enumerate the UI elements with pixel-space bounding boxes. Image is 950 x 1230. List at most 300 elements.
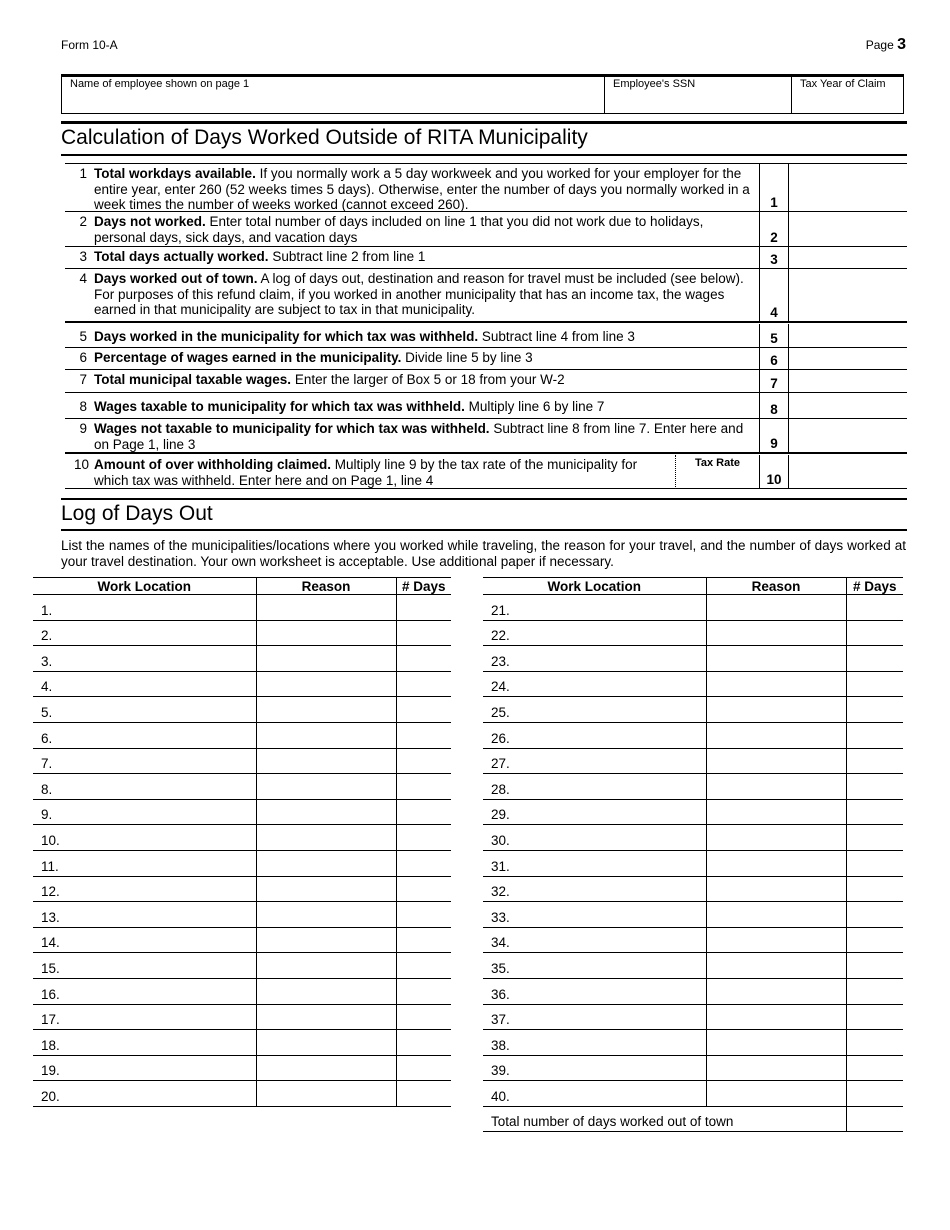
line-description: Subtract line 4 from line 3: [478, 329, 635, 344]
line-5-amount-field[interactable]: [789, 324, 907, 347]
days-cell[interactable]: [846, 953, 903, 979]
work-location-cell[interactable]: [33, 1004, 256, 1030]
work-location-cell[interactable]: [483, 595, 706, 621]
log-rule-top: [61, 498, 907, 500]
reason-cell[interactable]: [256, 722, 396, 748]
line-text: [94, 249, 754, 265]
row-number: 23.: [491, 653, 510, 669]
log-row: [483, 748, 903, 774]
line-bold-text: Percentage of wages earned in the municipality.: [94, 350, 402, 365]
log-row: [483, 697, 903, 723]
log-row: [483, 876, 903, 902]
line-8-amount-field[interactable]: [789, 393, 907, 418]
box-number: 10: [766, 471, 782, 487]
work-location-cell[interactable]: [33, 927, 256, 953]
line-description: If you normally work a 5 day workweek and you worked for your employer for the entire year, enter 260 (52 weeks times 5 days). Otherwise, enter the number of days you normally worked in a week times the number of weeks worked (cannot exceed 260).: [94, 166, 750, 212]
reason-cell[interactable]: [706, 620, 846, 646]
line-box-label: [759, 419, 789, 453]
row-number: 12.: [41, 884, 60, 900]
row-number: 21.: [491, 602, 510, 618]
reason-cell[interactable]: [256, 978, 396, 1004]
work-location-cell[interactable]: [483, 620, 706, 646]
work-location-cell[interactable]: [483, 774, 706, 800]
reason-cell[interactable]: [256, 876, 396, 902]
days-cell[interactable]: [396, 1004, 451, 1030]
row-number: 25.: [491, 704, 510, 720]
line-text: [94, 399, 754, 415]
calc-line: [65, 324, 907, 348]
work-location-cell[interactable]: [483, 927, 706, 953]
line-6-amount-field[interactable]: [789, 348, 907, 369]
work-location-cell[interactable]: [33, 978, 256, 1004]
row-number: 9.: [41, 807, 53, 823]
line-number: 10: [73, 457, 89, 472]
line-bold-text: Total workdays available.: [94, 166, 256, 181]
days-cell[interactable]: [396, 953, 451, 979]
line-description: Subtract line 8 from line 7. Enter here and on Page 1, line 3: [94, 421, 744, 452]
line-3-amount-field[interactable]: [789, 247, 907, 268]
row-number: 31.: [491, 858, 510, 874]
row-number: 36.: [491, 986, 510, 1002]
line-9-amount-field[interactable]: [789, 419, 907, 452]
log-row: [33, 1055, 451, 1081]
log-row: [33, 799, 451, 825]
days-cell[interactable]: [846, 850, 903, 876]
row-number: 28.: [491, 781, 510, 797]
box-number: 2: [770, 229, 778, 245]
days-cell[interactable]: [846, 978, 903, 1004]
reason-cell[interactable]: [706, 902, 846, 928]
work-location-cell[interactable]: [483, 748, 706, 774]
line-number: 4: [79, 271, 87, 286]
days-cell[interactable]: [846, 697, 903, 723]
log-title: Log of Days Out: [61, 502, 213, 525]
work-location-cell[interactable]: [483, 722, 706, 748]
row-number: 27.: [491, 756, 510, 772]
calc-line: [65, 455, 907, 489]
log-row: [483, 1081, 903, 1107]
days-cell[interactable]: [396, 876, 451, 902]
line-text: [94, 372, 754, 388]
row-number: 4.: [41, 679, 53, 695]
days-cell[interactable]: [846, 671, 903, 697]
log-row: [483, 646, 903, 672]
log-row: [483, 774, 903, 800]
calc-line: [65, 269, 907, 323]
line-number: 8: [79, 399, 87, 414]
log-row: [483, 799, 903, 825]
calc-line: [65, 370, 907, 393]
row-number: 18.: [41, 1037, 60, 1053]
row-number: 22.: [491, 628, 510, 644]
work-location-cell[interactable]: [33, 671, 256, 697]
employee-name-field[interactable]: [62, 77, 605, 113]
reason-cell[interactable]: [256, 1081, 396, 1107]
log-row: [33, 927, 451, 953]
work-location-cell[interactable]: [483, 978, 706, 1004]
log-row: [483, 902, 903, 928]
employee-name-label: Name of employee shown on page 1: [70, 78, 250, 90]
days-cell[interactable]: [396, 1030, 451, 1056]
reason-cell[interactable]: [706, 774, 846, 800]
line-bold-text: Total days actually worked.: [94, 249, 269, 264]
reason-cell[interactable]: [256, 774, 396, 800]
line-number: 3: [79, 249, 87, 264]
reason-cell[interactable]: [256, 671, 396, 697]
box-number: 7: [770, 375, 778, 391]
tax-year-field[interactable]: [792, 77, 903, 113]
line-bold-text: Wages taxable to municipality for which tax was withheld.: [94, 399, 465, 414]
days-cell[interactable]: [396, 1081, 451, 1107]
row-number: 2.: [41, 628, 53, 644]
work-location-cell[interactable]: [33, 1081, 256, 1107]
log-row: [483, 850, 903, 876]
line-bold-text: Total municipal taxable wages.: [94, 372, 292, 387]
calc-line: [65, 348, 907, 370]
line-number: 6: [79, 350, 87, 365]
reason-cell[interactable]: [706, 671, 846, 697]
line-number: 7: [79, 372, 87, 387]
work-location-cell[interactable]: [483, 1004, 706, 1030]
column-header: Work Location: [33, 578, 256, 595]
line-text: [94, 271, 754, 318]
work-location-cell[interactable]: [483, 825, 706, 851]
work-location-cell[interactable]: [33, 876, 256, 902]
log-row: [483, 1004, 903, 1030]
calc-line: [65, 247, 907, 269]
row-number: 37.: [491, 1012, 510, 1028]
reason-cell[interactable]: [256, 799, 396, 825]
line-description: Enter total number of days included on line 1 that you did not work due to holidays, personal days, sick days, and vacation days: [94, 214, 704, 245]
log-row: [483, 1030, 903, 1056]
log-row: [33, 850, 451, 876]
reason-cell[interactable]: [256, 927, 396, 953]
row-number: 17.: [41, 1012, 60, 1028]
box-number: 5: [770, 330, 778, 346]
days-cell[interactable]: [396, 595, 451, 621]
log-row: [33, 671, 451, 697]
log-row: [483, 595, 903, 621]
line-text: [94, 350, 754, 366]
box-number: 9: [770, 435, 778, 451]
work-location-cell[interactable]: [33, 748, 256, 774]
row-number: 24.: [491, 679, 510, 695]
row-number: 11.: [41, 858, 59, 874]
reason-cell[interactable]: [256, 850, 396, 876]
tax-rate-label: Tax Rate: [694, 457, 741, 469]
log-table-left: [33, 577, 451, 1107]
line-7-amount-field[interactable]: [789, 370, 907, 392]
work-location-cell[interactable]: [33, 902, 256, 928]
work-location-cell[interactable]: [483, 1081, 706, 1107]
days-cell[interactable]: [396, 825, 451, 851]
line-number: 1: [79, 166, 87, 181]
reason-cell[interactable]: [706, 697, 846, 723]
work-location-cell[interactable]: [33, 850, 256, 876]
reason-cell[interactable]: [706, 1030, 846, 1056]
log-instructions: List the names of the municipalities/locations where you worked while traveling, the reason for your travel, and the number of days worked at your travel destination. Your own worksheet is acceptable. Use additional paper if necessary.: [61, 538, 906, 569]
reason-cell[interactable]: [256, 646, 396, 672]
row-number: 34.: [491, 935, 510, 951]
row-number: 7.: [41, 756, 53, 772]
row-number: 33.: [491, 909, 510, 925]
log-row: [33, 876, 451, 902]
line-description: Divide line 5 by line 3: [401, 350, 533, 365]
days-cell[interactable]: [846, 927, 903, 953]
row-number: 19.: [41, 1063, 60, 1079]
calc-line: [65, 164, 907, 212]
work-location-cell[interactable]: [483, 1030, 706, 1056]
work-location-cell[interactable]: [33, 1055, 256, 1081]
line-4-amount-field[interactable]: [789, 269, 907, 321]
log-rule-bottom: [61, 529, 907, 531]
days-cell[interactable]: [846, 1030, 903, 1056]
log-row: [33, 774, 451, 800]
line-bold-text: Days not worked.: [94, 214, 206, 229]
line-box-label: [759, 212, 789, 247]
reason-cell[interactable]: [706, 876, 846, 902]
work-location-cell[interactable]: [483, 646, 706, 672]
days-cell[interactable]: [396, 902, 451, 928]
days-cell[interactable]: [846, 722, 903, 748]
log-row: [483, 825, 903, 851]
work-location-cell[interactable]: [33, 825, 256, 851]
log-row: [33, 697, 451, 723]
work-location-cell[interactable]: [483, 799, 706, 825]
row-number: 3.: [41, 653, 53, 669]
page-indicator: [866, 36, 906, 54]
line-description: Enter the larger of Box 5 or 18 from your W-2: [291, 372, 565, 387]
line-box-label: [759, 247, 789, 269]
column-header: # Days: [846, 578, 903, 595]
line-2-amount-field[interactable]: [789, 212, 907, 246]
work-location-cell[interactable]: [33, 595, 256, 621]
line-text: [94, 457, 669, 488]
line-text: [94, 214, 754, 245]
page-number: 3: [897, 36, 906, 53]
days-cell[interactable]: [396, 1055, 451, 1081]
work-location-cell[interactable]: [483, 671, 706, 697]
line-box-label: [759, 164, 789, 212]
employee-ssn-label: Employee's SSN: [613, 78, 696, 90]
days-cell[interactable]: [846, 799, 903, 825]
reason-cell[interactable]: [256, 1055, 396, 1081]
log-row: [33, 722, 451, 748]
work-location-cell[interactable]: [483, 1055, 706, 1081]
log-row: [33, 902, 451, 928]
reason-cell[interactable]: [256, 1030, 396, 1056]
line-box-label: [759, 393, 789, 419]
calc-line: [65, 212, 907, 247]
log-table-right: [483, 577, 903, 1132]
line-box-label: [759, 370, 789, 393]
days-cell[interactable]: [396, 978, 451, 1004]
line-box-label: [759, 455, 789, 489]
row-number: 20.: [41, 1088, 60, 1104]
work-location-cell[interactable]: [483, 902, 706, 928]
line-text: [94, 166, 754, 213]
work-location-cell[interactable]: [33, 1030, 256, 1056]
days-cell[interactable]: [396, 722, 451, 748]
reason-cell[interactable]: [256, 595, 396, 621]
line-bold-text: Days worked out of town.: [94, 271, 258, 286]
row-number: 15.: [41, 960, 60, 976]
calculation-lines: [65, 163, 907, 488]
work-location-cell[interactable]: [33, 620, 256, 646]
log-row: [483, 927, 903, 953]
row-number: 35.: [491, 960, 510, 976]
days-cell[interactable]: [396, 671, 451, 697]
reason-cell[interactable]: [706, 825, 846, 851]
line-bold-text: Days worked in the municipality for which tax was withheld.: [94, 329, 479, 344]
days-cell[interactable]: [396, 774, 451, 800]
days-cell[interactable]: [846, 1055, 903, 1081]
reason-cell[interactable]: [256, 902, 396, 928]
days-cell[interactable]: [846, 1081, 903, 1107]
days-cell[interactable]: [396, 850, 451, 876]
row-number: 40.: [491, 1088, 510, 1104]
work-location-cell[interactable]: [483, 697, 706, 723]
row-number: 32.: [491, 884, 510, 900]
days-cell[interactable]: [846, 646, 903, 672]
days-cell[interactable]: [846, 620, 903, 646]
calculation-title: Calculation of Days Worked Outside of RITA Municipality: [61, 126, 588, 149]
line-bold-text: Wages not taxable to municipality for which tax was withheld.: [94, 421, 490, 436]
reason-cell[interactable]: [706, 978, 846, 1004]
line-1-amount-field[interactable]: [789, 164, 907, 211]
total-days-field[interactable]: [846, 1106, 903, 1132]
work-location-cell[interactable]: [483, 876, 706, 902]
row-number: 14.: [41, 935, 60, 951]
days-cell[interactable]: [846, 774, 903, 800]
tax-year-label: Tax Year of Claim: [800, 78, 886, 90]
log-row: [33, 1081, 451, 1107]
reason-cell[interactable]: [256, 1004, 396, 1030]
row-number: 16.: [41, 986, 60, 1002]
employee-ssn-field[interactable]: [605, 77, 792, 113]
line-box-label: [759, 269, 789, 322]
line-10-amount-field[interactable]: [789, 455, 907, 488]
reason-cell[interactable]: [706, 1055, 846, 1081]
work-location-cell[interactable]: [33, 799, 256, 825]
row-number: 30.: [491, 832, 510, 848]
section-rule-top: [61, 121, 907, 124]
work-location-cell[interactable]: [33, 774, 256, 800]
reason-cell[interactable]: [706, 722, 846, 748]
work-location-cell[interactable]: [483, 953, 706, 979]
log-row: [483, 978, 903, 1004]
employee-info-box: [61, 74, 904, 114]
reason-cell[interactable]: [256, 748, 396, 774]
line-description: Multiply line 6 by line 7: [464, 399, 605, 414]
reason-cell[interactable]: [706, 1081, 846, 1107]
line-bold-text: Amount of over withholding claimed.: [94, 457, 332, 472]
page-label: Page: [865, 38, 894, 52]
reason-cell[interactable]: [256, 620, 396, 646]
line-description: Subtract line 2 from line 1: [268, 249, 426, 264]
reason-cell[interactable]: [256, 825, 396, 851]
reason-cell[interactable]: [706, 748, 846, 774]
box-number: 6: [770, 352, 778, 368]
line-number: 5: [79, 329, 87, 344]
column-header: Work Location: [483, 578, 706, 595]
line-box-label: [759, 324, 789, 348]
days-cell[interactable]: [396, 799, 451, 825]
days-cell[interactable]: [396, 697, 451, 723]
log-row: [33, 748, 451, 774]
days-cell[interactable]: [846, 825, 903, 851]
row-number: 1.: [41, 602, 53, 618]
work-location-cell[interactable]: [33, 697, 256, 723]
days-cell[interactable]: [396, 927, 451, 953]
days-cell[interactable]: [846, 1004, 903, 1030]
row-number: 38.: [491, 1037, 510, 1053]
work-location-cell[interactable]: [33, 953, 256, 979]
reason-cell[interactable]: [706, 595, 846, 621]
days-cell[interactable]: [846, 876, 903, 902]
log-row: [483, 671, 903, 697]
log-row: [33, 1004, 451, 1030]
tax-rate-field[interactable]: [675, 455, 759, 489]
reason-cell[interactable]: [706, 646, 846, 672]
log-row: [483, 722, 903, 748]
section-rule-bottom: [61, 154, 907, 156]
reason-cell[interactable]: [256, 697, 396, 723]
row-number: 6.: [41, 730, 53, 746]
line-number: 2: [79, 214, 87, 229]
box-number: 3: [770, 251, 778, 267]
row-number: 13.: [41, 909, 60, 925]
log-row: [33, 620, 451, 646]
row-number: 5.: [41, 704, 53, 720]
reason-cell[interactable]: [706, 927, 846, 953]
log-row: [33, 1030, 451, 1056]
log-row: [483, 953, 903, 979]
log-row: [483, 620, 903, 646]
box-number: 1: [770, 194, 778, 210]
work-location-cell[interactable]: [33, 722, 256, 748]
work-location-cell[interactable]: [33, 646, 256, 672]
row-number: 39.: [491, 1063, 510, 1079]
box-number: 4: [770, 304, 778, 320]
reason-cell[interactable]: [256, 953, 396, 979]
days-cell[interactable]: [396, 748, 451, 774]
total-days-label: Total number of days worked out of town: [483, 1106, 846, 1132]
days-cell[interactable]: [846, 902, 903, 928]
line-text: [94, 421, 754, 452]
reason-cell[interactable]: [706, 850, 846, 876]
line-box-label: [759, 348, 789, 370]
days-cell[interactable]: [846, 595, 903, 621]
reason-cell[interactable]: [706, 953, 846, 979]
row-number: 29.: [491, 807, 510, 823]
days-cell[interactable]: [396, 646, 451, 672]
days-cell[interactable]: [396, 620, 451, 646]
reason-cell[interactable]: [706, 799, 846, 825]
line-description: A log of days out, destination and reason for travel must be included (see below). For purposes of this refund claim, if you worked in another municipality that has an income tax, the wages earned in that municipality are subject to tax in that municipality.: [94, 271, 744, 317]
calc-line: [65, 393, 907, 419]
reason-cell[interactable]: [706, 1004, 846, 1030]
box-number: 8: [770, 401, 778, 417]
log-row: [33, 595, 451, 621]
log-row: [33, 978, 451, 1004]
days-cell[interactable]: [846, 748, 903, 774]
log-row: [33, 825, 451, 851]
total-days-row: [483, 1106, 903, 1132]
row-number: 8.: [41, 781, 53, 797]
column-header: # Days: [396, 578, 451, 595]
work-location-cell[interactable]: [483, 850, 706, 876]
